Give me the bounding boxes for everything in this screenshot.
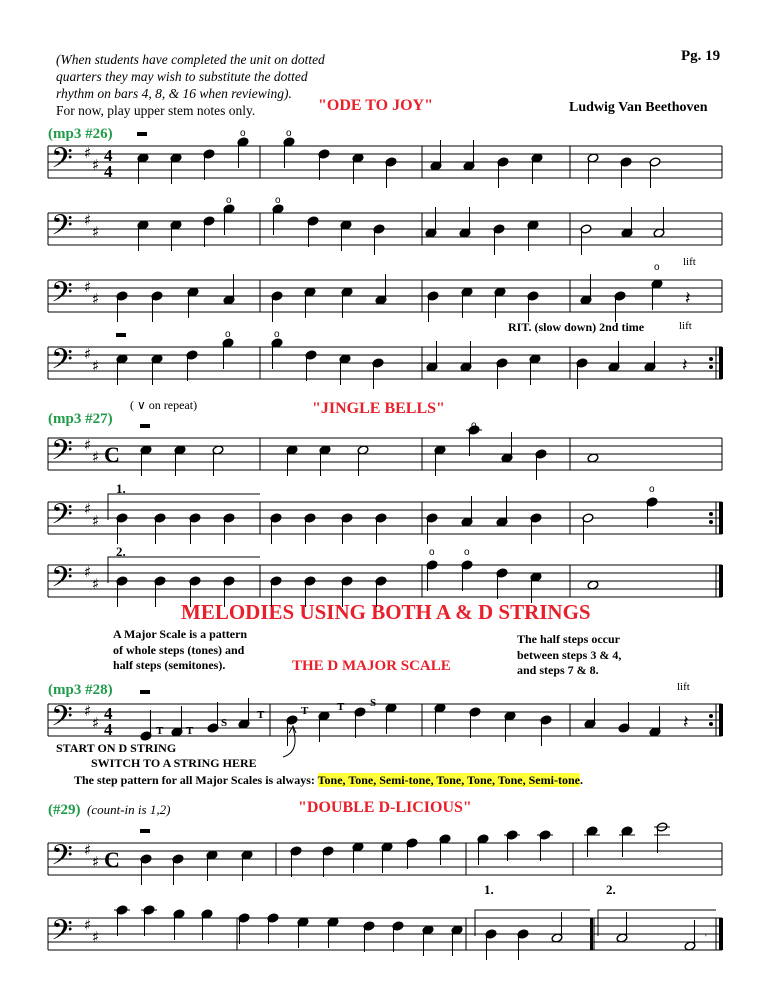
step-label: T	[337, 701, 345, 713]
final-barline	[719, 347, 723, 379]
step-label: S	[221, 717, 228, 729]
arrow-head	[289, 726, 296, 733]
open-string-icon: o	[274, 329, 280, 340]
open-string-icon: o	[471, 420, 477, 431]
open-string-icon: o	[429, 547, 435, 558]
repeat-barline	[590, 918, 593, 950]
dd-track-label: (#29)	[48, 802, 81, 818]
common-time-icon: C	[104, 442, 120, 467]
rit-marking: RIT. (slow down) 2nd time	[508, 320, 645, 334]
switch-arrow-icon	[0, 720, 773, 780]
jingle-title: "JINGLE BELLS"	[312, 400, 445, 417]
sharp-icon: ♯	[92, 290, 100, 308]
scale-title: THE D MAJOR SCALE	[292, 658, 451, 674]
repeat-dot	[709, 365, 713, 369]
step-pattern-prefix: The step pattern for all Major Scales is always:	[74, 773, 318, 787]
repeat-dot	[709, 520, 713, 524]
scale-track-label: (mp3 #28)	[48, 682, 113, 698]
ode-track-label: (mp3 #26)	[48, 126, 113, 142]
play-note: For now, play upper stem notes only.	[56, 103, 256, 118]
staff	[0, 327, 773, 387]
final-barline	[719, 502, 723, 534]
sharp-icon: ♯	[92, 575, 100, 593]
final-barline	[719, 918, 723, 950]
sharp-icon: ♯	[84, 500, 92, 518]
sharp-icon: ♯	[84, 916, 92, 934]
page-number: Pg. 19	[681, 48, 721, 64]
bass-clef-icon: 𝄢	[51, 561, 73, 601]
sharp-icon: ♯	[92, 223, 100, 241]
staff	[0, 482, 773, 542]
time-signature: 4	[104, 146, 113, 165]
sharp-icon: ♯	[92, 928, 100, 946]
scale-definition-line: of whole steps (tones) and	[113, 642, 245, 657]
bass-clef-icon: 𝄢	[51, 839, 73, 879]
sharp-icon: ♯	[92, 714, 100, 732]
time-signature: 4	[104, 162, 113, 181]
composer: Ludwig Van Beethoven	[569, 100, 708, 115]
down-bow-icon	[140, 424, 150, 428]
step-pattern-end: .	[579, 773, 583, 787]
sharp-icon: ♯	[84, 345, 92, 363]
lift-marking: lift	[677, 681, 690, 693]
half-steps-line: and steps 7 & 8.	[517, 663, 599, 677]
staff	[0, 898, 773, 958]
time-signature: 4	[104, 704, 113, 723]
staff	[0, 260, 773, 320]
step-label: T	[257, 709, 265, 721]
bass-clef-icon: 𝄢	[51, 700, 73, 740]
sharp-icon: ♯	[84, 144, 92, 162]
sharp-icon: ♯	[84, 436, 92, 454]
ode-title: "ODE TO JOY"	[318, 97, 433, 114]
half-steps-note	[517, 632, 621, 679]
step-label: T	[301, 705, 309, 717]
sharp-icon: ♯	[84, 841, 92, 859]
start-instruction: START ON D STRING	[56, 741, 177, 755]
common-time-icon: C	[104, 847, 120, 872]
intro-note-line: quarters they may wish to substitute the dotted	[56, 69, 308, 84]
staff	[0, 418, 773, 478]
intro-note	[56, 51, 325, 102]
count-in-note: (count-in is 1,2)	[87, 802, 171, 817]
sharp-icon: ♯	[84, 278, 92, 296]
repeat-dot	[709, 714, 713, 718]
ending-2: 2.	[606, 882, 616, 897]
staff	[0, 193, 773, 253]
quarter-rest-icon: 𝄽	[682, 355, 688, 376]
time-signature: 4	[104, 720, 113, 739]
sharp-icon: ♯	[84, 211, 92, 229]
repeat-dot	[709, 357, 713, 361]
dd-title: "DOUBLE D-LICIOUS"	[298, 799, 472, 816]
step-label: T	[186, 725, 194, 737]
sharp-icon: ♯	[84, 563, 92, 581]
sharp-icon: ♯	[84, 702, 92, 720]
bowing-note: ( ∨ on repeat)	[130, 398, 198, 412]
step-pattern-highlight: Tone, Tone, Semi-tone, Tone, Tone, Tone, Semi-tone	[317, 773, 580, 787]
intro-note-line: rhythm on bars 4, 8, & 16 when reviewing).	[56, 86, 292, 101]
bass-clef-icon: 𝄢	[51, 434, 73, 474]
step-label: T	[156, 725, 164, 737]
quarter-rest-icon: 𝄽	[683, 712, 689, 733]
section-heading: MELODIES USING BOTH A & D STRINGS	[181, 600, 591, 624]
down-bow-icon	[116, 333, 126, 337]
open-string-icon: o	[240, 128, 246, 139]
volta-bracket	[598, 910, 716, 936]
open-string-icon: o	[649, 484, 655, 495]
bass-clef-icon: 𝄢	[51, 276, 73, 316]
down-bow-icon	[137, 132, 147, 136]
staff	[0, 545, 773, 605]
sharp-icon: ♯	[92, 853, 100, 871]
staff	[0, 823, 773, 883]
lift-marking: lift	[679, 320, 692, 332]
open-string-icon: o	[275, 195, 281, 206]
lift-marking: lift	[683, 256, 696, 268]
step-label: S	[370, 697, 377, 709]
intro-note-line: (When students have completed the unit on dotted	[56, 52, 325, 67]
bass-clef-icon: 𝄢	[51, 914, 73, 954]
switch-instruction: SWITCH TO A STRING HERE	[91, 756, 257, 770]
bass-clef-icon: 𝄢	[51, 498, 73, 538]
half-steps-line: between steps 3 & 4,	[517, 647, 622, 662]
open-string-icon: o	[286, 128, 292, 139]
scale-definition	[113, 627, 247, 674]
ending-1: 1.	[484, 882, 494, 897]
open-string-icon: o	[226, 195, 232, 206]
down-bow-icon	[140, 690, 150, 694]
repeat-dot	[709, 512, 713, 516]
bass-clef-icon: 𝄢	[51, 209, 73, 249]
sharp-icon: ♯	[92, 448, 100, 466]
open-string-icon: o	[654, 262, 660, 273]
ending-1: 1.	[116, 481, 126, 496]
bass-clef-icon: 𝄢	[51, 142, 73, 182]
staff	[0, 126, 773, 186]
half-steps-line: The half steps occur	[517, 632, 620, 646]
open-string-icon: o	[225, 329, 231, 340]
sharp-icon: ♯	[92, 357, 100, 375]
final-barline	[719, 565, 723, 597]
volta-bracket	[108, 494, 260, 520]
jingle-track-label: (mp3 #27)	[48, 411, 113, 427]
down-bow-icon	[140, 829, 150, 833]
sharp-icon: ♯	[92, 512, 100, 530]
open-string-icon: o	[464, 547, 470, 558]
scale-definition-line: half steps (semitones).	[113, 658, 226, 672]
footer-mark: '	[705, 933, 707, 944]
ending-2: 2.	[116, 544, 126, 559]
sharp-icon: ♯	[92, 156, 100, 174]
scale-definition-line: A Major Scale is a pattern	[113, 627, 248, 641]
bass-clef-icon: 𝄢	[51, 343, 73, 383]
volta-bracket	[108, 557, 260, 583]
quarter-rest-icon: 𝄽	[685, 288, 691, 309]
